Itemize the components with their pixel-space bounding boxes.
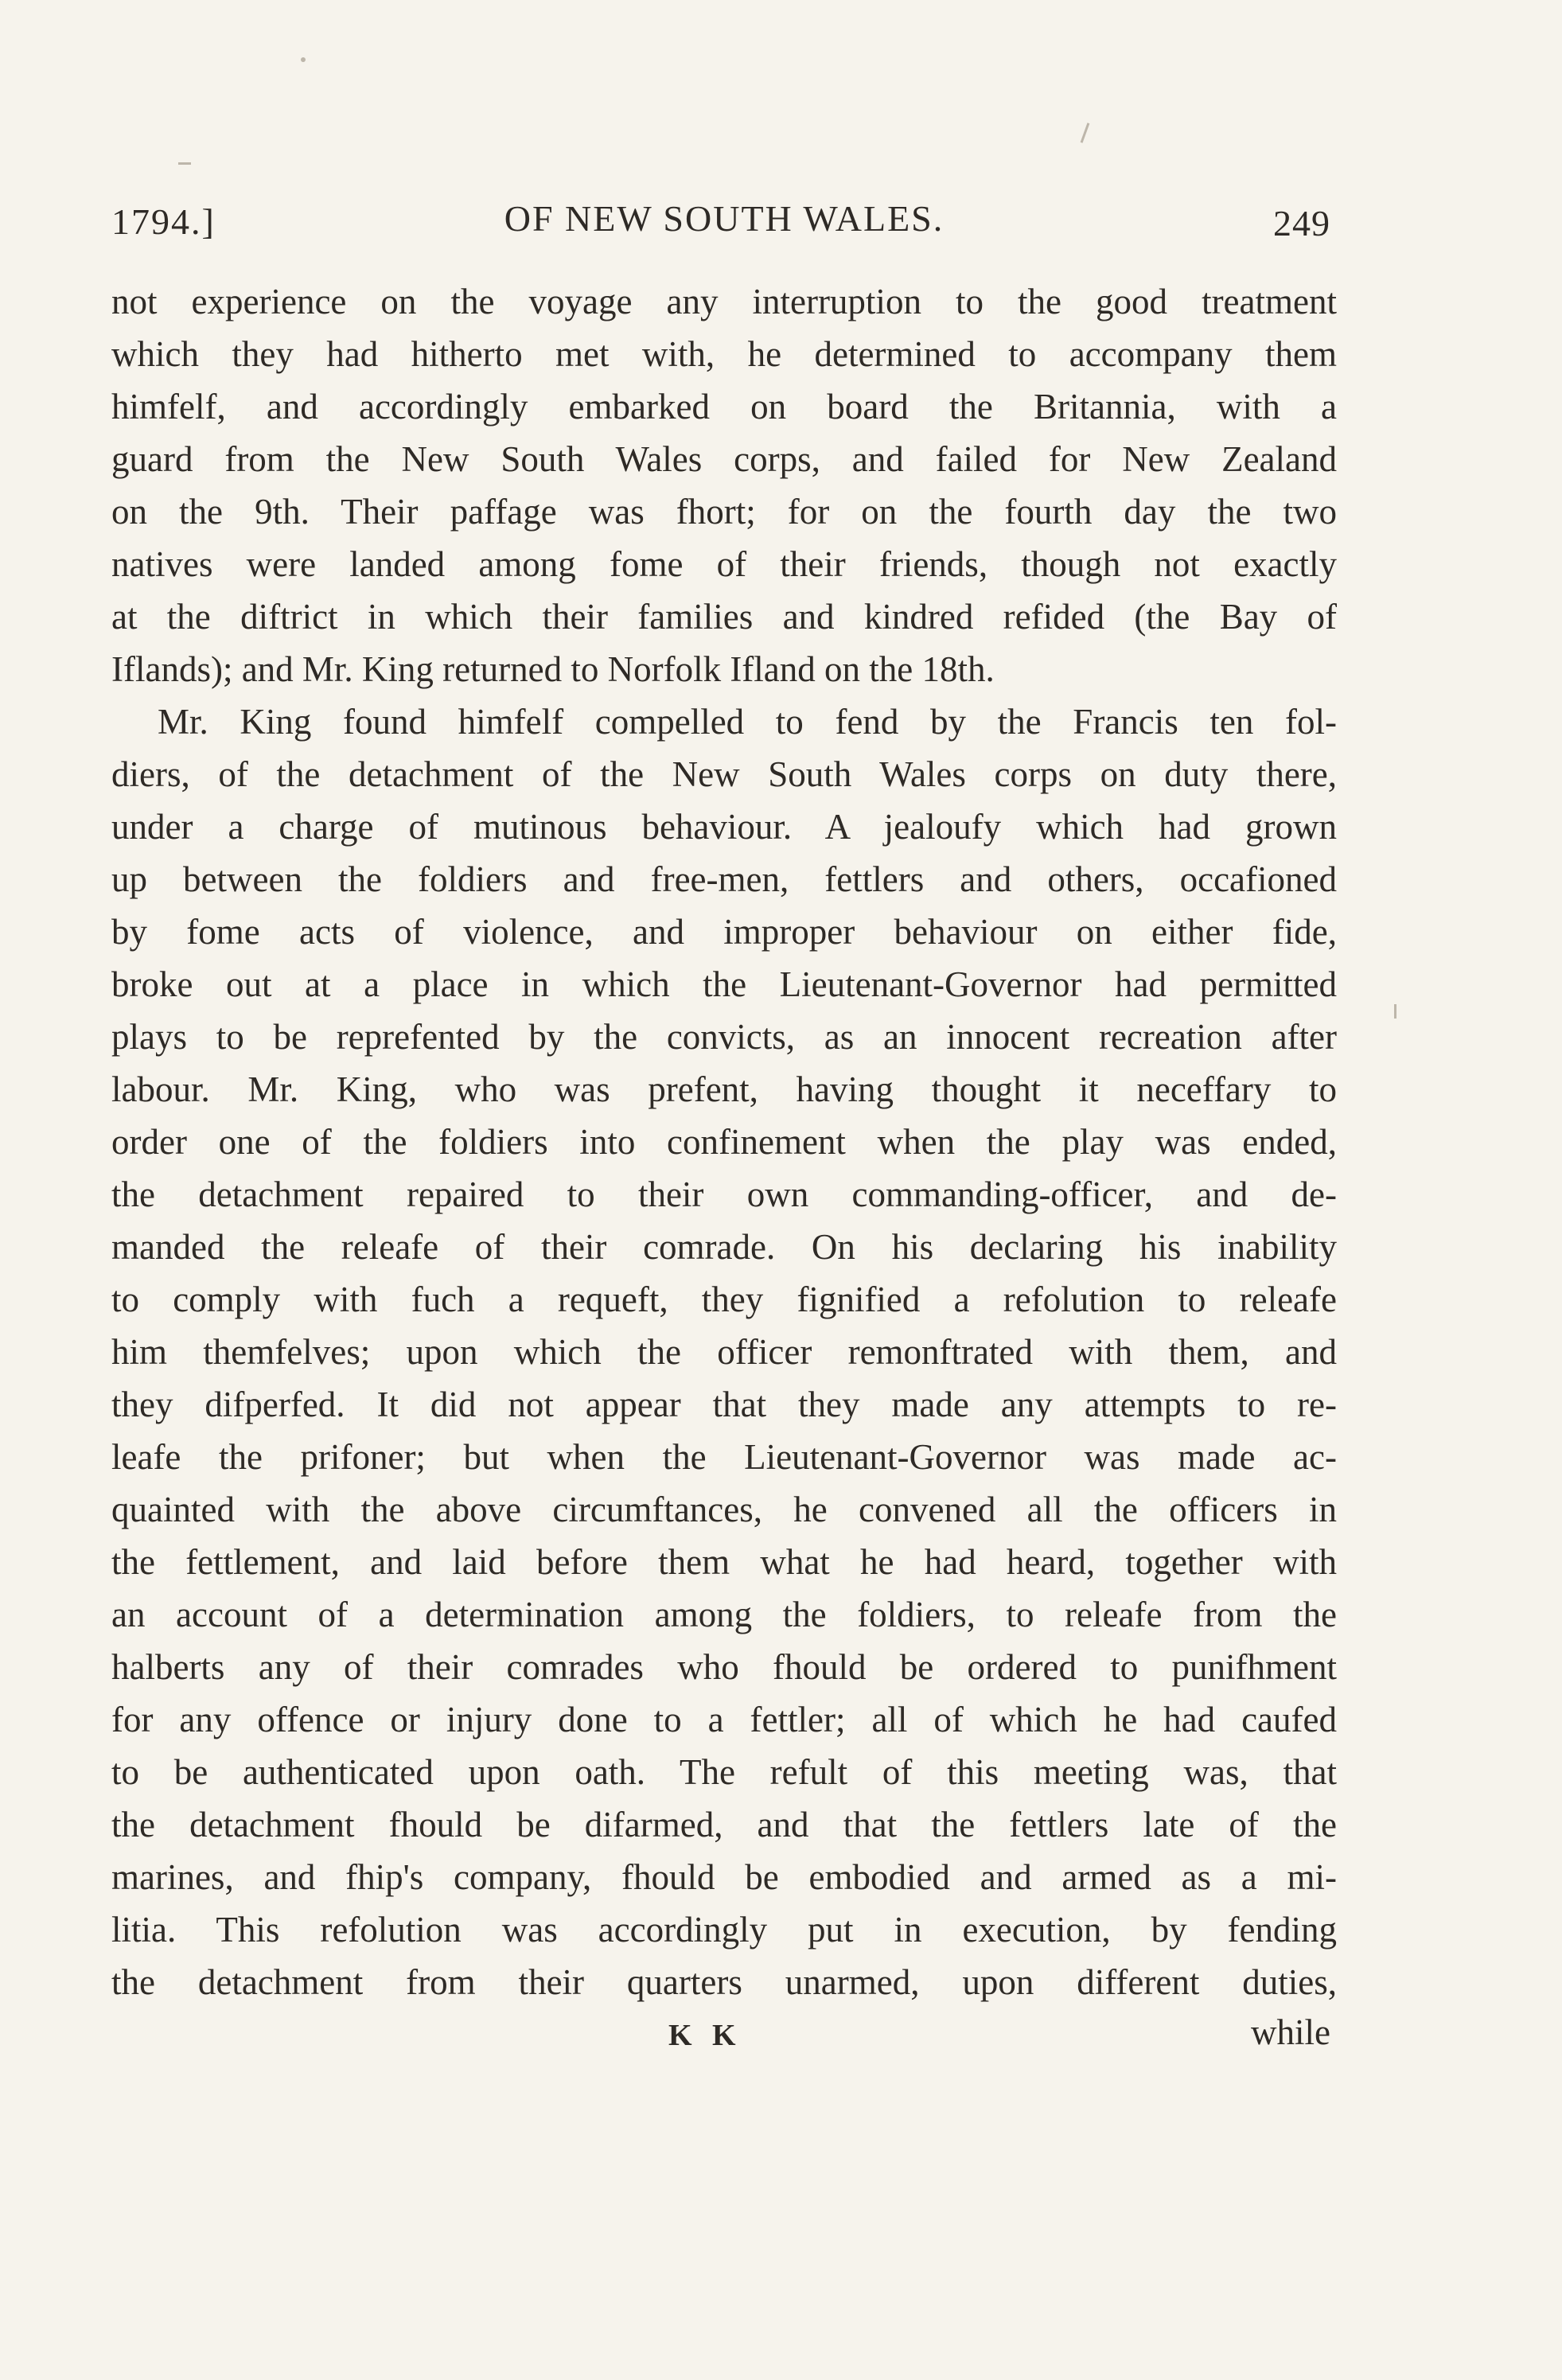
text-line: guard from the New South Wales corps, and failed for New Zealand [111,439,1337,479]
text-line: at the diftrict in which their families and kindred refided (the Bay of [111,597,1337,637]
text-line: which they had hitherto met with, he determined to accompany them [111,334,1337,374]
text-line: under a charge of mutinous behaviour. A jealoufy which had grown [111,807,1337,847]
text-line: they difperfed. It did not appear that they made any attempts to re- [111,1385,1337,1424]
ink-tick [1081,123,1090,142]
header-year: 1794.] [111,201,216,242]
text-line: by fome acts of violence, and improper behaviour on either fide, [111,912,1337,952]
text-line: litia. This refolution was accordingly put in execution, by fending [111,1910,1337,1950]
text-line: an account of a determination among the foldiers, to releafe from the [111,1595,1337,1634]
text-line: marines, and fhip's company, fhould be embodied and armed as a mi- [111,1857,1337,1897]
text-line: Iflands); and Mr. King returned to Norfolk Ifland on the 18th. [111,649,995,689]
text-line: diers, of the detachment of the New South Wales corps on duty there, [111,754,1337,794]
text-line: him themfelves; upon which the officer remonftrated with them, and [111,1332,1337,1372]
text-line: halberts any of their comrades who fhould be ordered to punifhment [111,1647,1337,1687]
signature-mark: K K [668,2019,742,2052]
text-line: natives were landed among fome of their friends, though not exactly [111,544,1337,584]
text-line: quainted with the above circumftances, he convened all the officers in [111,1490,1337,1529]
header-title: OF NEW SOUTH WALES. [504,198,945,239]
ink-speck [301,57,306,62]
running-header [111,191,1337,255]
catchword: while [1251,2012,1330,2052]
ink-tick-margin [1394,1004,1396,1019]
text-line: on the 9th. Their paffage was fhort; for on the fourth day the two [111,492,1337,532]
text-line: the detachment fhould be difarmed, and that the fettlers late of the [111,1805,1337,1844]
page-number: 249 [1273,203,1330,243]
page-footer [111,2012,1337,2067]
ink-dash [178,162,191,165]
text-line: the detachment from their quarters unarmed, upon different duties, [111,1962,1337,2002]
body-text [111,275,1337,2008]
text-line: order one of the foldiers into confinement when the play was ended, [111,1122,1337,1162]
text-line: himfelf, and accordingly embarked on board the Britannia, with a [111,387,1337,427]
text-line: to be authenticated upon oath. The refult of this meeting was, that [111,1752,1337,1792]
text-line: plays to be reprefented by the convicts, as an innocent recreation after [111,1017,1337,1057]
text-line: Mr. King found himfelf compelled to fend by the Francis ten fol- [158,702,1337,742]
text-line: labour. Mr. King, who was prefent, having thought it neceffary to [111,1069,1337,1109]
text-line: the detachment repaired to their own commanding-officer, and de- [111,1174,1337,1214]
text-line: for any offence or injury done to a fettler; all of which he had caufed [111,1700,1337,1739]
text-line: leafe the prifoner; but when the Lieutenant-Governor was made ac- [111,1437,1337,1477]
text-line: the fettlement, and laid before them what he had heard, together with [111,1542,1337,1582]
text-line: broke out at a place in which the Lieutenant-Governor had permitted [111,964,1337,1004]
text-line: up between the foldiers and free-men, fettlers and others, occafioned [111,859,1337,899]
text-line: not experience on the voyage any interruption to the good treatment [111,282,1337,321]
text-line: manded the releafe of their comrade. On his declaring his inability [111,1227,1337,1267]
text-line: to comply with fuch a requeft, they fignified a refolution to releafe [111,1280,1337,1319]
